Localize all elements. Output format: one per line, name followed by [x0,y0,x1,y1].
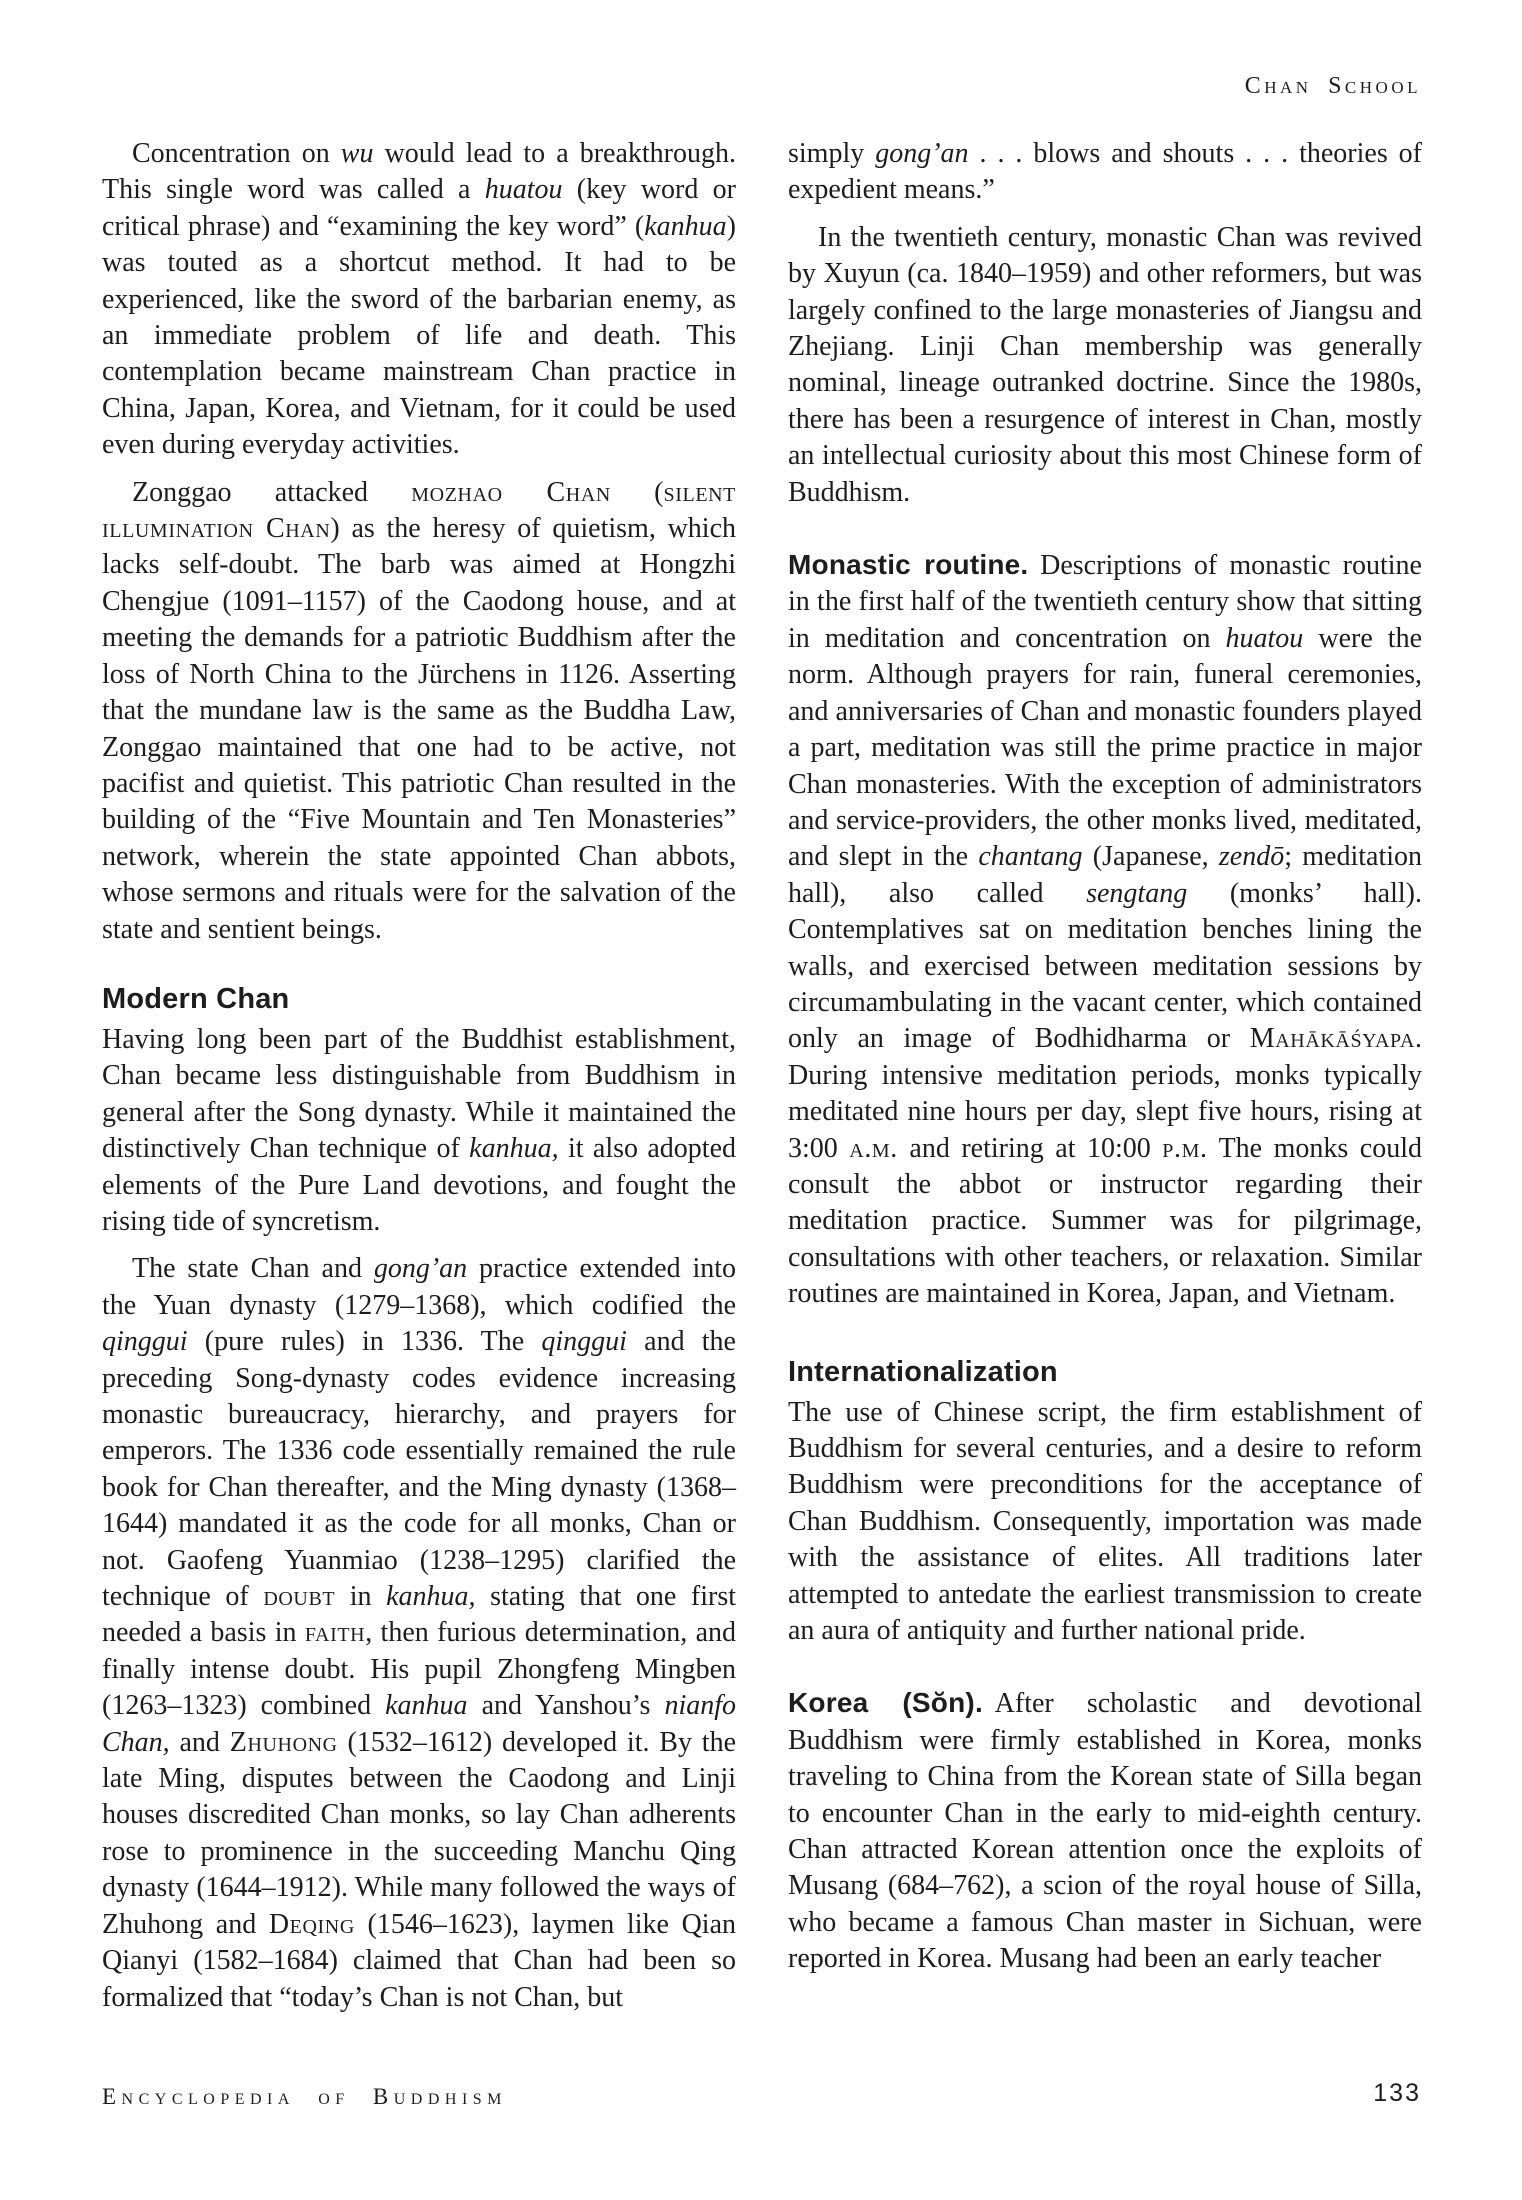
paragraph-quote-continuation: simply gong’an . . . blows and shouts . . . theories of expedient means.” [788,138,1422,206]
right-column [788,136,1422,1978]
section-monastic-routine [788,547,1422,1313]
section-korea-son-text: After scholastic and devotional Buddhism were firmly established in Korea, monks traveling to China from the Korean state of Silla began to encounter Chan in the early to mid-eighth century. Chan attracted Korean attention once the exploits of Musang (684–762), a scion of the royal house of Silla, who became a famous Chan master in Sichuan, were reported in Korea. Musang had been an early teacher [788,1688,1422,1975]
paragraph-internationalization: The use of Chinese script, the firm establishment of Buddhism for several centuries, and a desire to reform Buddhism were preconditions for the acceptance of Chan Buddhism. Consequently, importation was made with the assistance of elites. All traditions later attempted to antedate the earliest transmission to create an aura of antiquity and further national pride. [788,1396,1422,1647]
heading-modern-chan: Modern Chan [102,982,290,1015]
paragraph-twentieth-century: In the twentieth century, monastic Chan was revived by Xuyun (ca. 1840–1959) and other reformers, but was largely confined to the large monasteries of Jiangsu and Zhejiang. Linji Chan membership was generally nominal, lineage outranked doctrine. Since the 1980s, there has been a resurgence of interest in Chan, mostly an intellectual curiosity about this most Chinese form of Buddhism. [788,221,1422,508]
paragraph-concentration-on-wu: Concentration on wu would lead to a breakthrough. This single word was called a huatou (key word or critical phrase) and “examining the key word” (kanhua) was touted as a shortcut method. It had to be experienced, like the sword of the barbarian enemy, as an immediate problem of life and death. This contemplation became mainstream Chan practice in China, Japan, Korea, and Vietnam, for it could be used even during everyday activities. [102,138,737,461]
footer-book-title: Encyclopedia of Buddhism [102,2084,507,2109]
paragraph-modern-chan-intro: Having long been part of the Buddhist establishment, Chan became less distinguishable from Buddhism in general after the Song dynasty. While it maintained the distinctively Chan technique of kanhua, it also adopted elements of the Pure Land devotions, and fought the rising tide of syncretism. [102,1023,737,1237]
runin-heading-korea-son: Korea (Sŏn). [788,1687,983,1719]
running-head: Chan School [1244,73,1421,99]
section-monastic-routine-text: Descriptions of monastic routine in the first half of the twentieth century show that sitting in meditation and concentration on huatou were the norm. Although prayers for rain, funeral ceremonies, and anniversaries of Chan and monastic founders played a part, meditation was still the prime practice in major Chan monasteries. With the exception of administrators and service-providers, the other monks lived, meditated, and slept in the chantang (Japanese, zendō; meditation hall), also called sengtang (monks’ hall). Contemplatives sat on meditation benches lining the walls, and exercised between meditation sessions by circumambulating in the vacant center, which contained only an image of Bodhidharma or Mahākāśyapa. During intensive meditation periods, monks typically meditated nine hours per day, slept five hours, rising at 3:00 a.m. and retiring at 10:00 p.m. The monks could consult the abbot or instructor regarding their meditation practice. Summer was for pilgrimage, consultations with other teachers, or relaxation. Similar routines are maintained in Korea, Japan, and Vietnam. [788,550,1423,1310]
paragraph-zonggao-attack: Zonggao attacked mozhao Chan (silent illumination Chan) as the heresy of quietism, which lacks self-doubt. The barb was aimed at Hongzhi Chengjue (1091–1157) of the Caodong house, and at meeting the demands for a patriotic Buddhism after the loss of North China to the Jürchens in 1126. Asserting that the mundane law is the same as the Buddha Law, Zonggao maintained that one had to be active, not pacifist and quietist. This patriotic Chan resulted in the building of the “Five Mountain and Ten Monasteries” network, wherein the state appointed Chan abbots, whose sermons and rituals were for the salvation of the state and sentient beings. [102,476,736,945]
footer-page-number: 133 [1373,2079,1421,2107]
heading-internationalization: Internationalization [788,1355,1058,1388]
section-korea-son [788,1685,1422,1977]
left-column [102,136,736,2016]
runin-heading-monastic-routine: Monastic routine. [788,549,1029,581]
paragraph-state-chan-gongan: The state Chan and gong’an practice extended into the Yuan dynasty (1279–1368), which codified the qinggui (pure rules) in 1336. The qinggui and the preceding Song-dynasty codes evidence increasing monastic bureaucracy, hierarchy, and prayers for emperors. The 1336 code essentially remained the rule book for Chan thereafter, and the Ming dynasty (1368–1644) mandated it as the code for all monks, Chan or not. Gaofeng Yuanmiao (1238–1295) clarified the technique of doubt in kanhua, stating that one first needed a basis in faith, then furious determination, and finally intense doubt. His pupil Zhongfeng Mingben (1263–1323) combined kanhua and Yanshou’s nianfo Chan, and Zhuhong (1532–1612) developed it. By the late Ming, disputes between the Caodong and Linji houses discredited Chan monks, so lay Chan adherents rose to prominence in the succeeding Manchu Qing dynasty (1644–1912). While many followed the ways of Zhuhong and Deqing (1546–1623), laymen like Qian Qianyi (1582–1684) claimed that Chan had been so formalized that “today’s Chan is not Chan, but [102,1253,737,2013]
